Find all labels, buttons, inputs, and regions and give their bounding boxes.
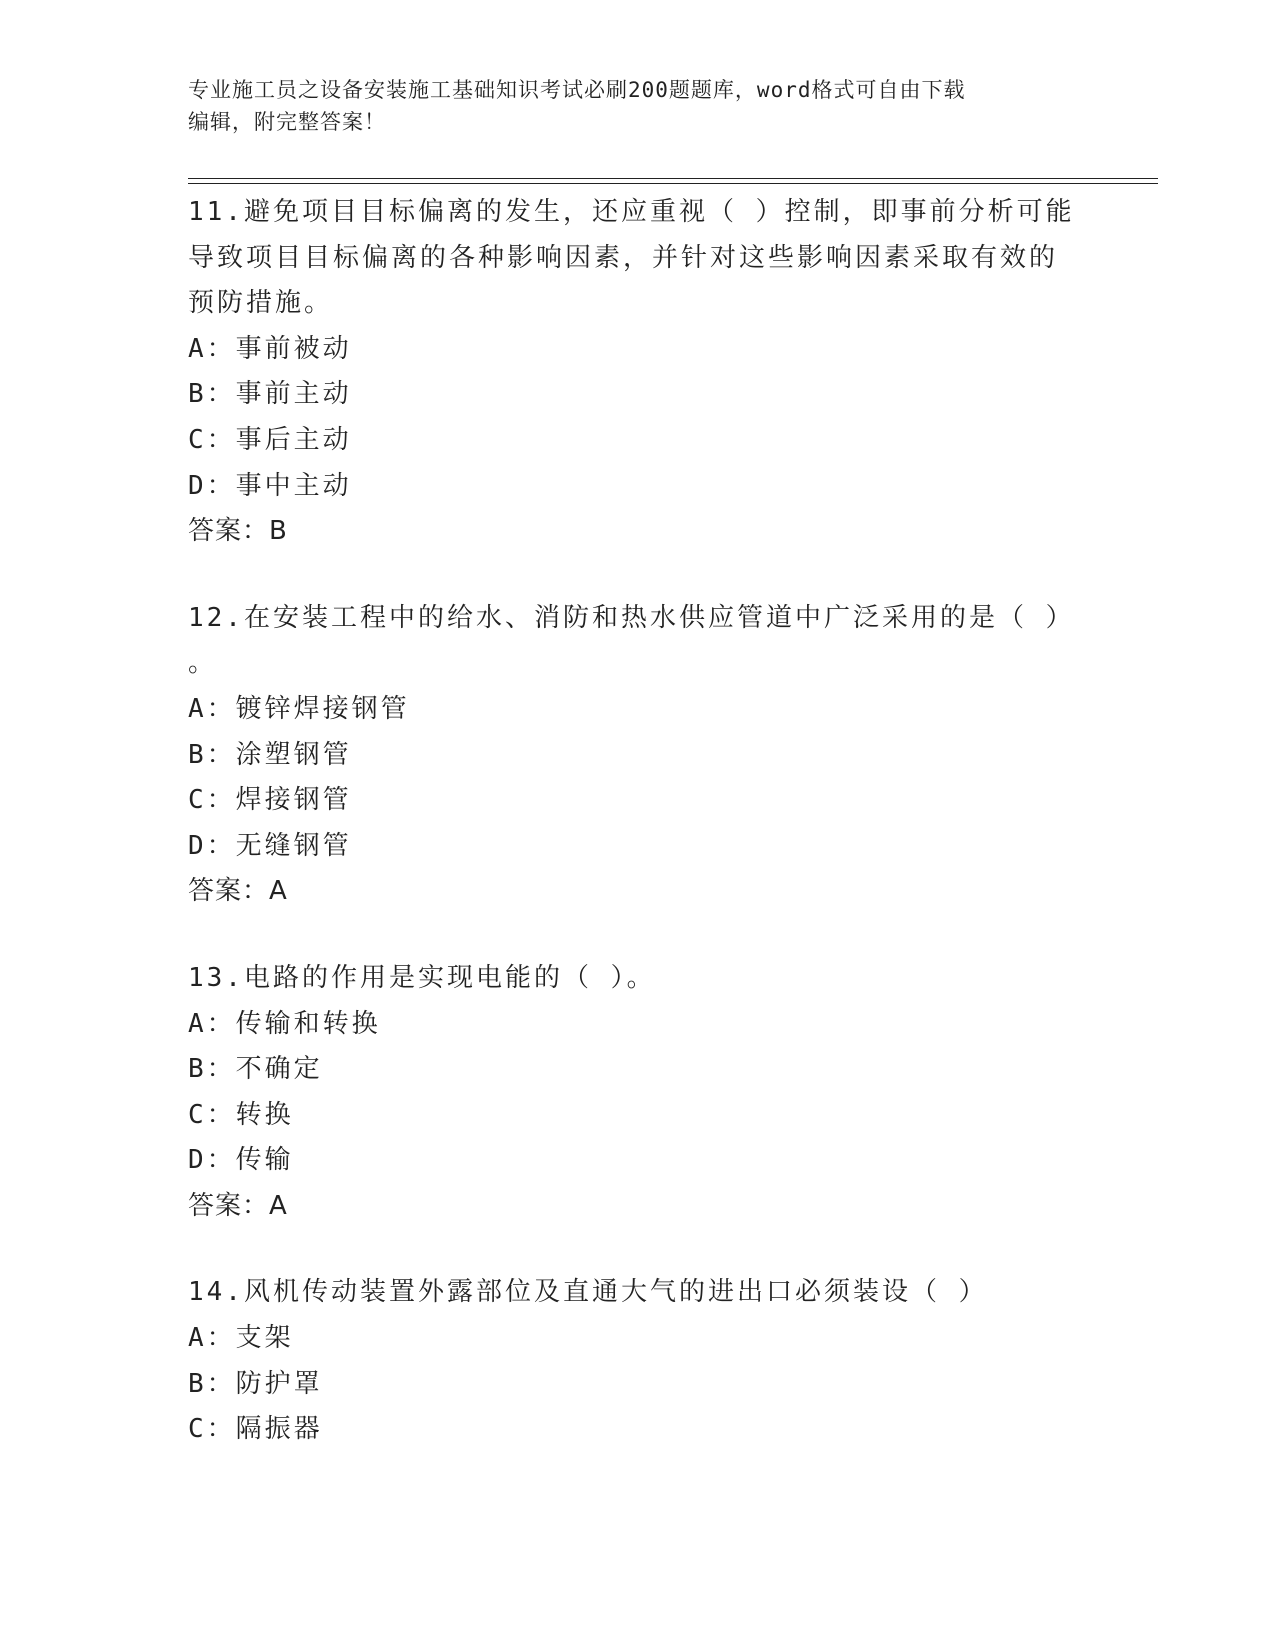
question-text: 。 bbox=[188, 648, 218, 679]
option-c: C：转换 bbox=[188, 1099, 294, 1130]
spacer bbox=[188, 555, 1088, 596]
question-13 bbox=[188, 956, 1088, 1230]
answer: 答案：A bbox=[188, 1190, 288, 1221]
option-a: A：事前被动 bbox=[188, 333, 352, 364]
header-line-2: 编辑，附完整答案！ bbox=[188, 110, 386, 134]
option-b: B：不确定 bbox=[188, 1054, 323, 1085]
question-text: 预防措施。 bbox=[188, 288, 334, 319]
question-text: 12.在安装工程中的给水、消防和热水供应管道中广泛采用的是（ ） bbox=[188, 602, 1075, 633]
header-divider-top bbox=[188, 178, 1158, 179]
answer: 答案：A bbox=[188, 876, 288, 907]
question-list bbox=[188, 190, 1088, 1453]
option-a: A：传输和转换 bbox=[188, 1008, 381, 1039]
option-b: B：事前主动 bbox=[188, 379, 352, 410]
document-header bbox=[188, 74, 1068, 138]
header-line-1: 专业施工员之设备安装施工基础知识考试必刷200题题库，word格式可自由下载 bbox=[188, 78, 966, 102]
question-text: 13.电路的作用是实现电能的（ ）。 bbox=[188, 962, 656, 993]
option-c: C：事后主动 bbox=[188, 424, 352, 455]
question-11 bbox=[188, 190, 1088, 555]
option-a: A：支架 bbox=[188, 1323, 294, 1354]
option-c: C：隔振器 bbox=[188, 1414, 323, 1445]
question-12 bbox=[188, 596, 1088, 915]
option-c: C：焊接钢管 bbox=[188, 785, 352, 816]
spacer bbox=[188, 915, 1088, 956]
question-text: 11.避免项目目标偏离的发生，还应重视（ ）控制，即事前分析可能 bbox=[188, 197, 1075, 227]
option-d: D：传输 bbox=[188, 1145, 294, 1176]
option-d: D：无缝钢管 bbox=[188, 830, 352, 861]
header-divider-bottom bbox=[188, 183, 1158, 184]
question-14 bbox=[188, 1270, 1088, 1452]
question-text: 14.风机传动装置外露部位及直通大气的进出口必须装设（ ） bbox=[188, 1277, 988, 1308]
option-b: B：涂塑钢管 bbox=[188, 739, 352, 770]
option-a: A：镀锌焊接钢管 bbox=[188, 693, 410, 724]
option-b: B：防护罩 bbox=[188, 1368, 323, 1399]
question-text: 导致项目目标偏离的各种影响因素，并针对这些影响因素采取有效的 bbox=[188, 242, 1059, 273]
answer: 答案：B bbox=[188, 516, 288, 547]
option-d: D：事中主动 bbox=[188, 470, 352, 501]
spacer bbox=[188, 1229, 1088, 1270]
